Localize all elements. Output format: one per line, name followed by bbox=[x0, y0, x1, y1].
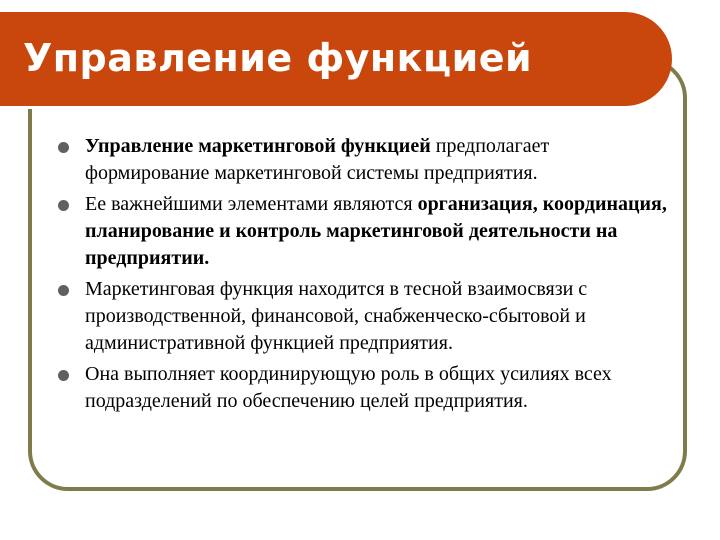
bullet-text: Маркетинговая функция находится в тесной взаимосвязи с производственной, финансовой, снабженческо-сбытовой и административной функцией предприятия. bbox=[85, 278, 588, 354]
bullet-item-1 bbox=[55, 133, 670, 187]
bullet-text: предполагает формирование маркетинговой системы предприятия. bbox=[85, 135, 550, 184]
bullet-item-3 bbox=[55, 276, 670, 357]
bullet-item-4 bbox=[55, 361, 670, 415]
bullet-bold-tail: организация, координация, планирование и контроль маркетинговой деятельности на предприятии. bbox=[85, 193, 667, 269]
title-bar bbox=[0, 12, 672, 106]
title-underline bbox=[0, 106, 640, 109]
bullet-icon bbox=[58, 370, 69, 381]
bullet-item-2 bbox=[55, 191, 670, 272]
bullet-list bbox=[55, 133, 670, 419]
bullet-text: Она выполняет координирующую роль в общих усилиях всех подразделений по обеспечению целей предприятия. bbox=[85, 363, 612, 412]
bullet-icon bbox=[58, 200, 69, 211]
bullet-icon bbox=[58, 285, 69, 296]
bullet-bold-lead: Управление маркетинговой функцией bbox=[85, 135, 431, 157]
slide-title: Управление функцией bbox=[23, 36, 533, 80]
bullet-icon bbox=[58, 142, 69, 153]
bullet-text: Ее важнейшими элементами являются bbox=[85, 193, 418, 215]
